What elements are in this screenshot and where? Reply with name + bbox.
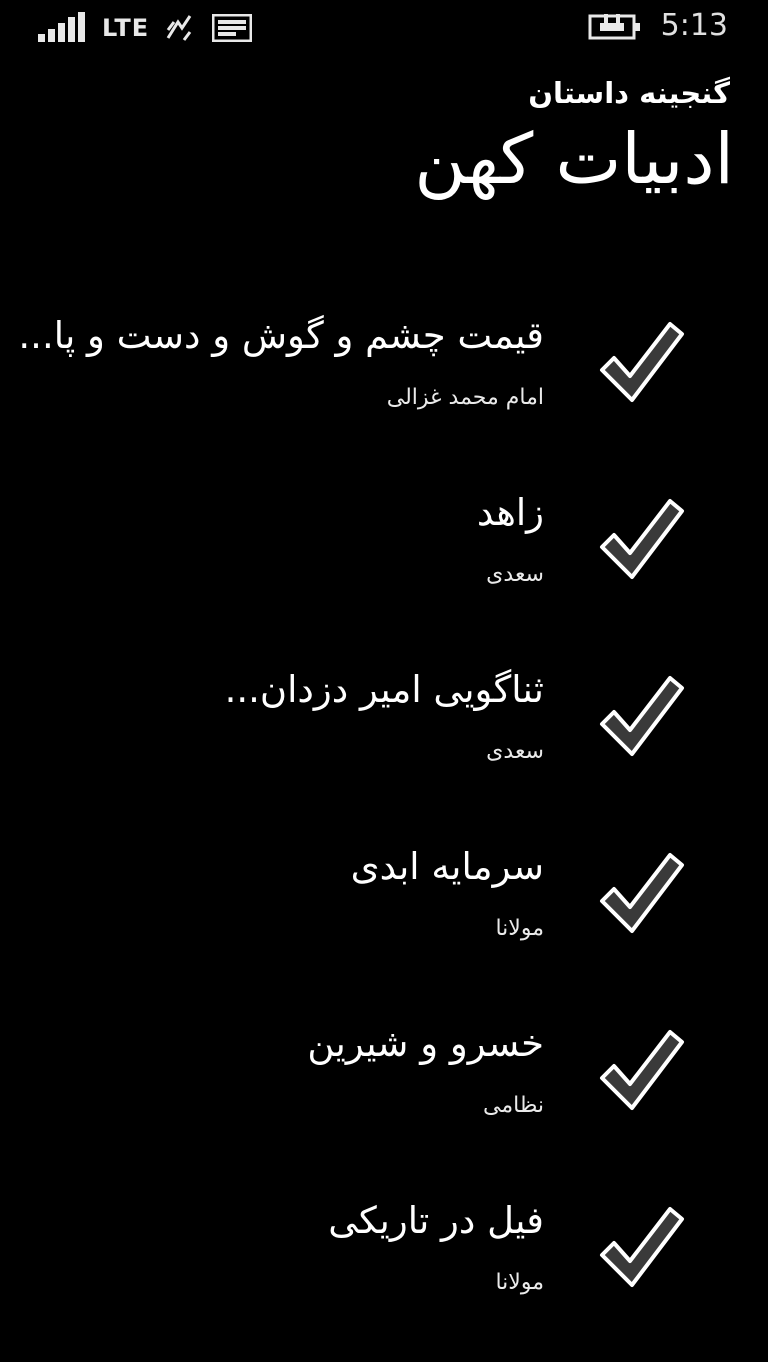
story-title: قیمت چشم و گوش و دست و پا...: [18, 314, 544, 357]
story-author: مولانا: [495, 916, 544, 941]
story-author: نظامی: [483, 1093, 544, 1118]
status-bar: [0, 0, 768, 58]
story-author: سعدی: [486, 562, 544, 587]
checkmark-icon[interactable]: [594, 670, 686, 762]
list-item[interactable]: [0, 654, 768, 831]
checkmark-icon[interactable]: [594, 316, 686, 408]
story-title: فیل در تاریکی: [328, 1199, 544, 1242]
list-item[interactable]: [0, 1185, 768, 1362]
network-type-label: LTE: [102, 14, 150, 42]
checkmark-icon[interactable]: [594, 1201, 686, 1293]
checkmark-icon[interactable]: [594, 1024, 686, 1116]
list-item[interactable]: [0, 1008, 768, 1185]
story-title: زاهد: [476, 491, 544, 534]
list-item[interactable]: [0, 300, 768, 477]
checkmark-icon[interactable]: [594, 493, 686, 585]
story-title: ثناگویی امیر دزدان...: [224, 668, 544, 711]
list-item[interactable]: [0, 477, 768, 654]
story-author: سعدی: [486, 739, 544, 764]
story-author: مولانا: [495, 1270, 544, 1295]
story-author: امام محمد غزالی: [386, 385, 544, 410]
page-title: ادبیات کهن: [414, 118, 734, 200]
clock: 5:13: [660, 8, 728, 43]
signal-icon: [38, 12, 86, 42]
story-list: [0, 300, 768, 1362]
list-item[interactable]: [0, 831, 768, 1008]
checkmark-icon[interactable]: [594, 847, 686, 939]
story-title: سرمایه ابدی: [350, 845, 544, 888]
message-icon: [212, 14, 252, 42]
battery-charging-icon: [588, 12, 642, 42]
story-title: خسرو و شیرین: [307, 1022, 544, 1065]
app-title: گنجینه داستان: [528, 76, 730, 110]
nfc-icon: [164, 12, 194, 44]
